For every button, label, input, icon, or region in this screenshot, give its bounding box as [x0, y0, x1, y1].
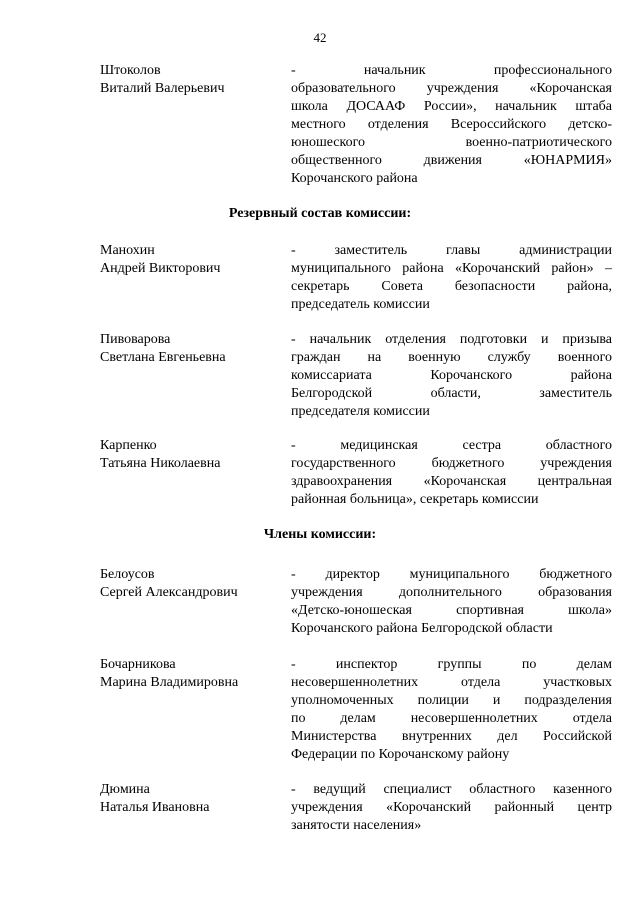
- role-line: муниципального района «Корочанский район» –: [291, 261, 612, 276]
- role-line: Министерства внутренних дел Российской: [291, 729, 612, 744]
- person-name: [100, 242, 285, 278]
- role-line: - медицинская сестра областного: [291, 438, 612, 453]
- person-given-name: Татьяна Николаевна: [100, 456, 221, 471]
- role-line: - директор муниципального бюджетного: [291, 567, 612, 582]
- person-surname: Дюмина: [100, 782, 150, 797]
- role-line: школа ДОСААФ России», начальник штаба: [291, 99, 612, 114]
- role-line: - заместитель главы администрации: [291, 243, 612, 258]
- person-given-name: Виталий Валерьевич: [100, 81, 225, 96]
- person-role: [291, 331, 612, 421]
- person-role: [291, 62, 612, 188]
- person-role: [291, 437, 612, 509]
- role-line: Белгородской области, заместитель: [291, 386, 612, 401]
- person-surname: Штоколов: [100, 63, 161, 78]
- role-line: местного отделения Всероссийского детско-: [291, 117, 612, 132]
- role-line: учреждения дополнительного образования: [291, 585, 612, 600]
- role-line: здравоохранения «Корочанская центральная: [291, 474, 612, 489]
- role-line: Корочанского района Белгородской области: [291, 621, 553, 636]
- person-surname: Белоусов: [100, 567, 155, 582]
- person-given-name: Марина Владимировна: [100, 675, 239, 690]
- role-line: образовательного учреждения «Корочанская: [291, 81, 612, 96]
- page-number: 42: [313, 30, 327, 45]
- person-name: [100, 62, 285, 98]
- role-line: комиссариата Корочанского района: [291, 368, 612, 383]
- person-role: [291, 656, 612, 764]
- role-line: секретарь Совета безопасности района,: [291, 279, 612, 294]
- role-line: - начальник отделения подготовки и призыва: [291, 332, 612, 347]
- person-given-name: Наталья Ивановна: [100, 800, 210, 815]
- person-given-name: Андрей Викторович: [100, 261, 221, 276]
- person-surname: Карпенко: [100, 438, 157, 453]
- person-name: [100, 781, 285, 817]
- role-line: по делам несовершеннолетних отдела: [291, 711, 612, 726]
- role-line: несовершеннолетних отдела участковых: [291, 675, 612, 690]
- section-heading-reserve: Резервный состав комиссии:: [228, 206, 412, 221]
- role-line: - ведущий специалист областного казенного: [291, 782, 612, 797]
- person-role: [291, 566, 612, 638]
- role-line: - начальник профессионального: [291, 63, 612, 78]
- person-surname: Манохин: [100, 243, 155, 258]
- role-line: районная больница», секретарь комиссии: [291, 492, 539, 507]
- section-heading-members: Члены комиссии:: [263, 527, 377, 542]
- person-name: [100, 437, 285, 473]
- role-line: - инспектор группы по делам: [291, 657, 612, 672]
- person-role: [291, 242, 612, 314]
- role-line: председатель комиссии: [291, 297, 430, 312]
- role-line: «Детско-юношеская спортивная школа»: [291, 603, 612, 618]
- role-line: юношеского военно-патриотического: [291, 135, 612, 150]
- role-line: учреждения «Корочанский районный центр: [291, 800, 612, 815]
- role-line: уполномоченных полиции и подразделения: [291, 693, 612, 708]
- person-role: [291, 781, 612, 835]
- person-surname: Пивоварова: [100, 332, 171, 347]
- role-line: общественного движения «ЮНАРМИЯ»: [291, 153, 612, 168]
- role-line: Федерации по Корочанскому району: [291, 747, 510, 762]
- role-line: Корочанского района: [291, 171, 418, 186]
- person-given-name: Светлана Евгеньевна: [100, 350, 226, 365]
- person-name: [100, 331, 285, 367]
- person-name: [100, 566, 285, 602]
- role-line: председателя комиссии: [291, 404, 430, 419]
- role-line: государственного бюджетного учреждения: [291, 456, 612, 471]
- person-surname: Бочарникова: [100, 657, 176, 672]
- role-line: граждан на военную службу военного: [291, 350, 612, 365]
- person-name: [100, 656, 285, 692]
- person-given-name: Сергей Александрович: [100, 585, 238, 600]
- role-line: занятости населения»: [291, 818, 422, 833]
